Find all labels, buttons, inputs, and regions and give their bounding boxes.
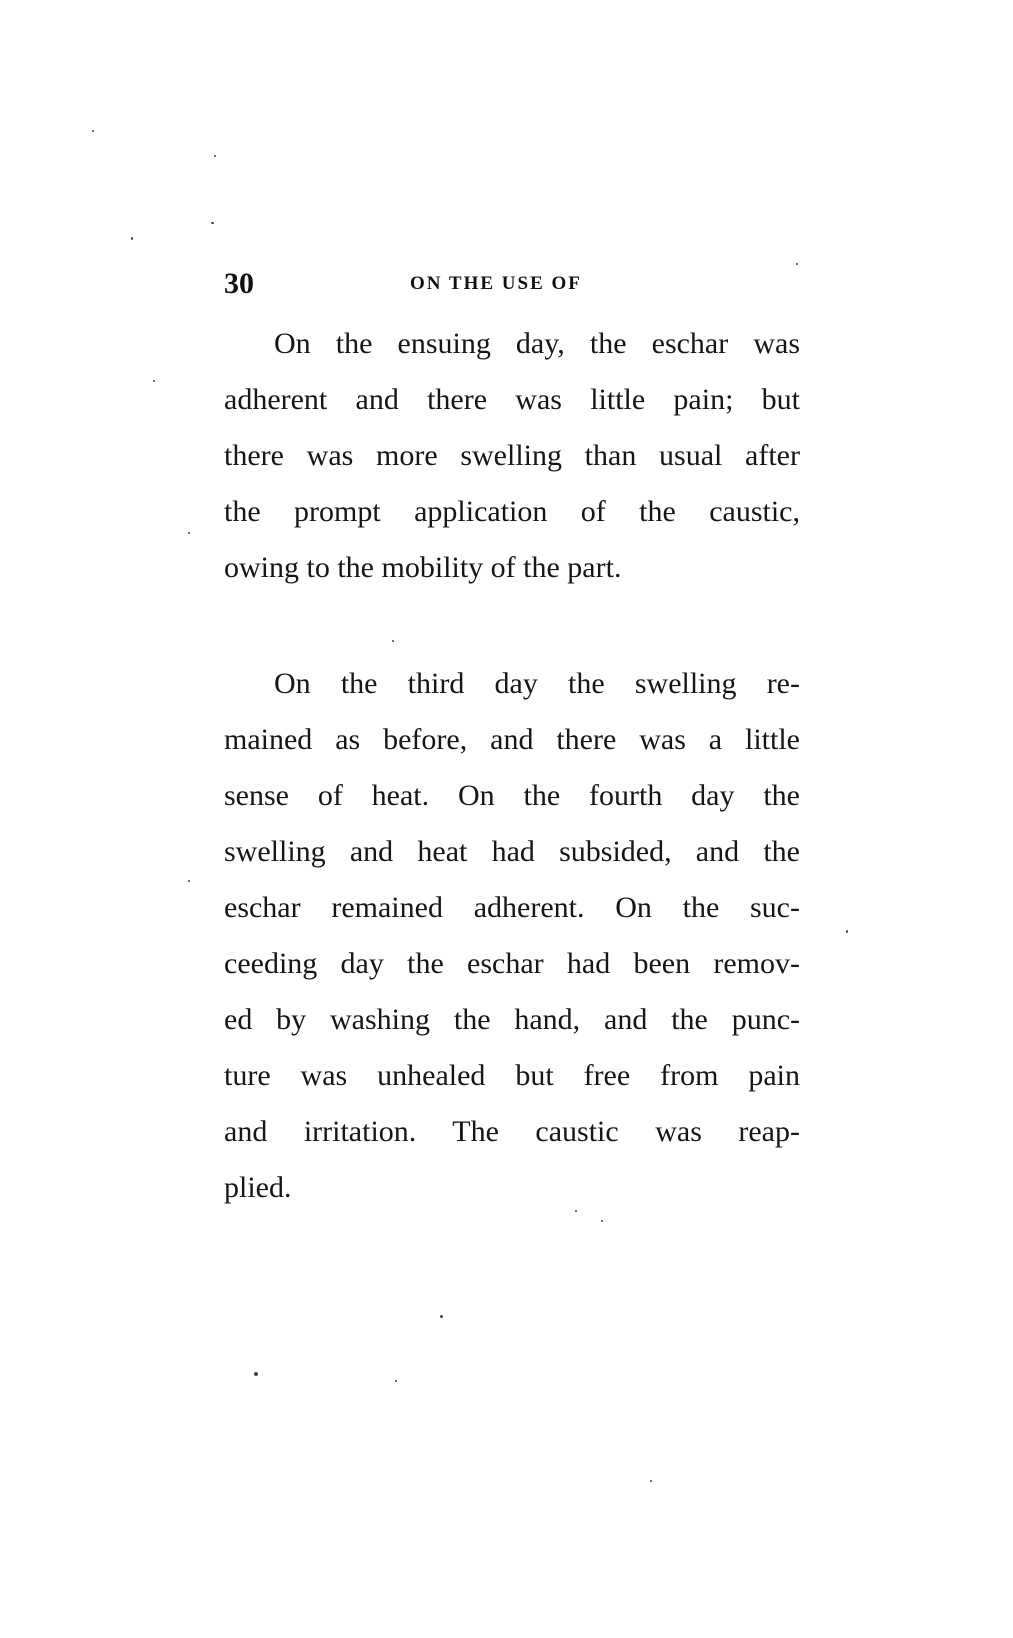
paragraph-1	[224, 316, 800, 596]
running-head	[224, 266, 800, 302]
scan-speck	[846, 930, 848, 933]
text-line: ture was unhealed but free from pain	[224, 1059, 800, 1092]
scan-speck	[392, 640, 394, 642]
scan-speck	[575, 1210, 577, 1212]
scan-speck	[92, 130, 94, 132]
scan-speck	[650, 1480, 652, 1482]
text-line: the prompt application of the caustic,	[224, 495, 800, 528]
text-line: ed by washing the hand, and the punc-	[224, 1003, 800, 1036]
text-line: swelling and heat had subsided, and the	[224, 835, 800, 868]
text-line: eschar remained adherent. On the suc-	[224, 891, 800, 924]
running-title: ON THE USE OF	[410, 273, 582, 294]
text-line: adherent and there was little pain; but	[224, 383, 800, 416]
scan-speck	[214, 155, 216, 157]
text-line: and irritation. The caustic was reap-	[224, 1115, 800, 1148]
scan-speck	[254, 1372, 258, 1376]
text-line: plied.	[224, 1171, 292, 1204]
text-line: there was more swelling than usual after	[224, 439, 800, 472]
text-line: On the ensuing day, the eschar was	[274, 327, 800, 360]
scan-speck	[188, 532, 190, 534]
text-line: ceeding day the eschar had been remov-	[224, 947, 800, 980]
scan-speck	[188, 880, 190, 882]
scan-speck	[153, 380, 155, 382]
text-line: sense of heat. On the fourth day the	[224, 779, 800, 812]
scan-speck	[601, 1220, 603, 1222]
text-line: On the third day the swelling re-	[274, 667, 800, 700]
page-number: 30	[224, 267, 254, 300]
scan-speck	[395, 1380, 397, 1382]
paragraph-2	[224, 656, 800, 1216]
scan-speck	[440, 1315, 443, 1318]
scan-speck	[796, 263, 798, 265]
scan-speck	[211, 222, 214, 224]
text-line: mained as before, and there was a little	[224, 723, 800, 756]
text-line: owing to the mobility of the part.	[224, 551, 622, 584]
scan-speck	[131, 237, 133, 240]
